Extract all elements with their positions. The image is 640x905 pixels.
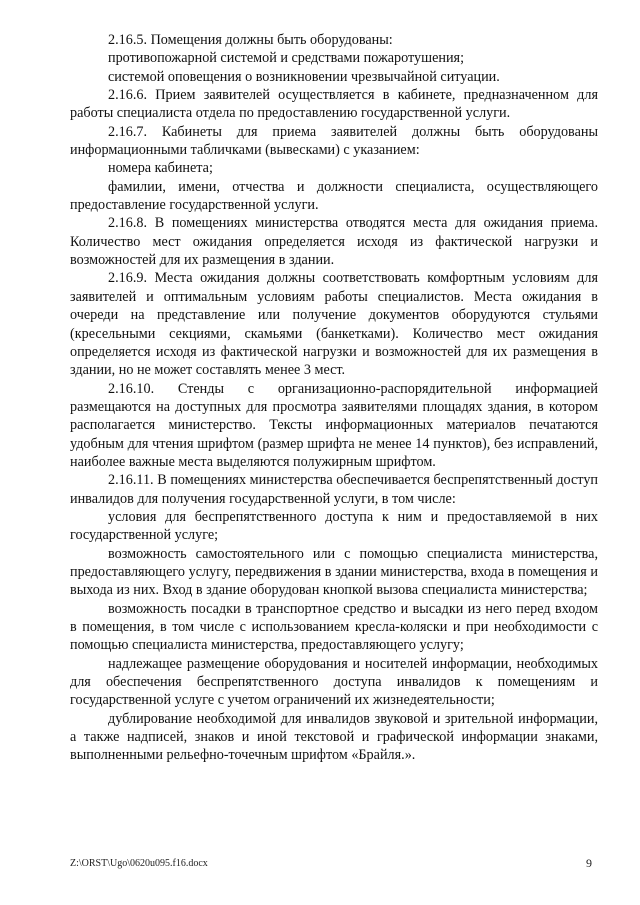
paragraph: фамилии, имени, отчества и должности специалиста, осуществляющего предоставление государственной услуги.	[70, 178, 598, 214]
paragraph: системой оповещения о возникновении чрезвычайной ситуации.	[108, 68, 500, 85]
paragraph: 2.16.6. Прием заявителей осуществляется в кабинете, предназначенном для работы специалиста отдела по предоставлению государственной услуги.	[70, 87, 598, 122]
paragraph: возможность самостоятельного или с помощью специалиста министерства, предоставляющего услугу, передвижения в здании министерства, входа в помещения и выхода из них. Вход в здание оборудован кнопкой вызова специалиста министерства;	[70, 545, 598, 599]
paragraph: возможность посадки в транспортное средство и высадки из него перед входом в помещения, в том числе с использованием кресла-коляски и при необходимости с помощью специалиста министерства, предоставляющего услугу;	[70, 600, 598, 654]
paragraph: противопожарной системой и средствами пожаротушения;	[108, 50, 465, 67]
paragraph: дублирование необходимой для инвалидов звуковой и зрительной информации, а также надписей, знаков и иной текстовой и графической информации знаками, выполненными рельефно-точечным шрифтом «Брайля.».	[70, 710, 598, 764]
page-number: 9	[586, 856, 592, 870]
paragraph: 2.16.5. Помещения должны быть оборудованы:	[108, 32, 393, 48]
document-body	[70, 31, 598, 765]
paragraph: надлежащее размещение оборудования и носителей информации, необходимых для обеспечения беспрепятственного доступа инвалидов к помещениям и государственной услуге с учетом ограничений их жизнедеятельности;	[70, 655, 598, 709]
paragraph: 2.16.9. Места ожидания должны соответствовать комфортным условиям для заявителей и оптимальным условиям работы специалистов. Места ожидания в очереди на представление или получение документов оборудуются стульями (кресельными секциями, скамьями (банкетками). Количество мест ожидания определяется исходя из фактической нагрузки и возможностей для их размещения в здании, но не может составлять менее 3 мест.	[70, 270, 598, 379]
paragraph: условия для беспрепятственного доступа к ним и предоставляемой в них государственной услуге;	[70, 508, 598, 544]
paragraph: 2.16.11. В помещениях министерства обеспечивается беспрепятственный доступ инвалидов для получения государственной услуги, в том числе:	[70, 472, 598, 507]
paragraph: номера кабинета;	[108, 160, 213, 177]
paragraph: 2.16.10. Стенды с организационно-распорядительной информацией размещаются на доступных для просмотра заявителями площадях здания, в котором располагается министерство. Тексты информационных материалов печатаются удобным для чтения шрифтом (размер шрифта не менее 14 пунктов), без исправлений, наиболее важные места выделяются полужирным шрифтом.	[70, 380, 598, 470]
footer-file-path: Z:\ORST\Ugo\0620u095.f16.docx	[70, 858, 208, 869]
paragraph: 2.16.7. Кабинеты для приема заявителей должны быть оборудованы информационными табличками (вывесками) с указанием:	[70, 123, 598, 159]
paragraph: 2.16.8. В помещениях министерства отводятся места для ожидания приема. Количество мест ожидания определяется исходя из фактической нагрузки и возможностей для их размещения в здании.	[70, 215, 598, 269]
